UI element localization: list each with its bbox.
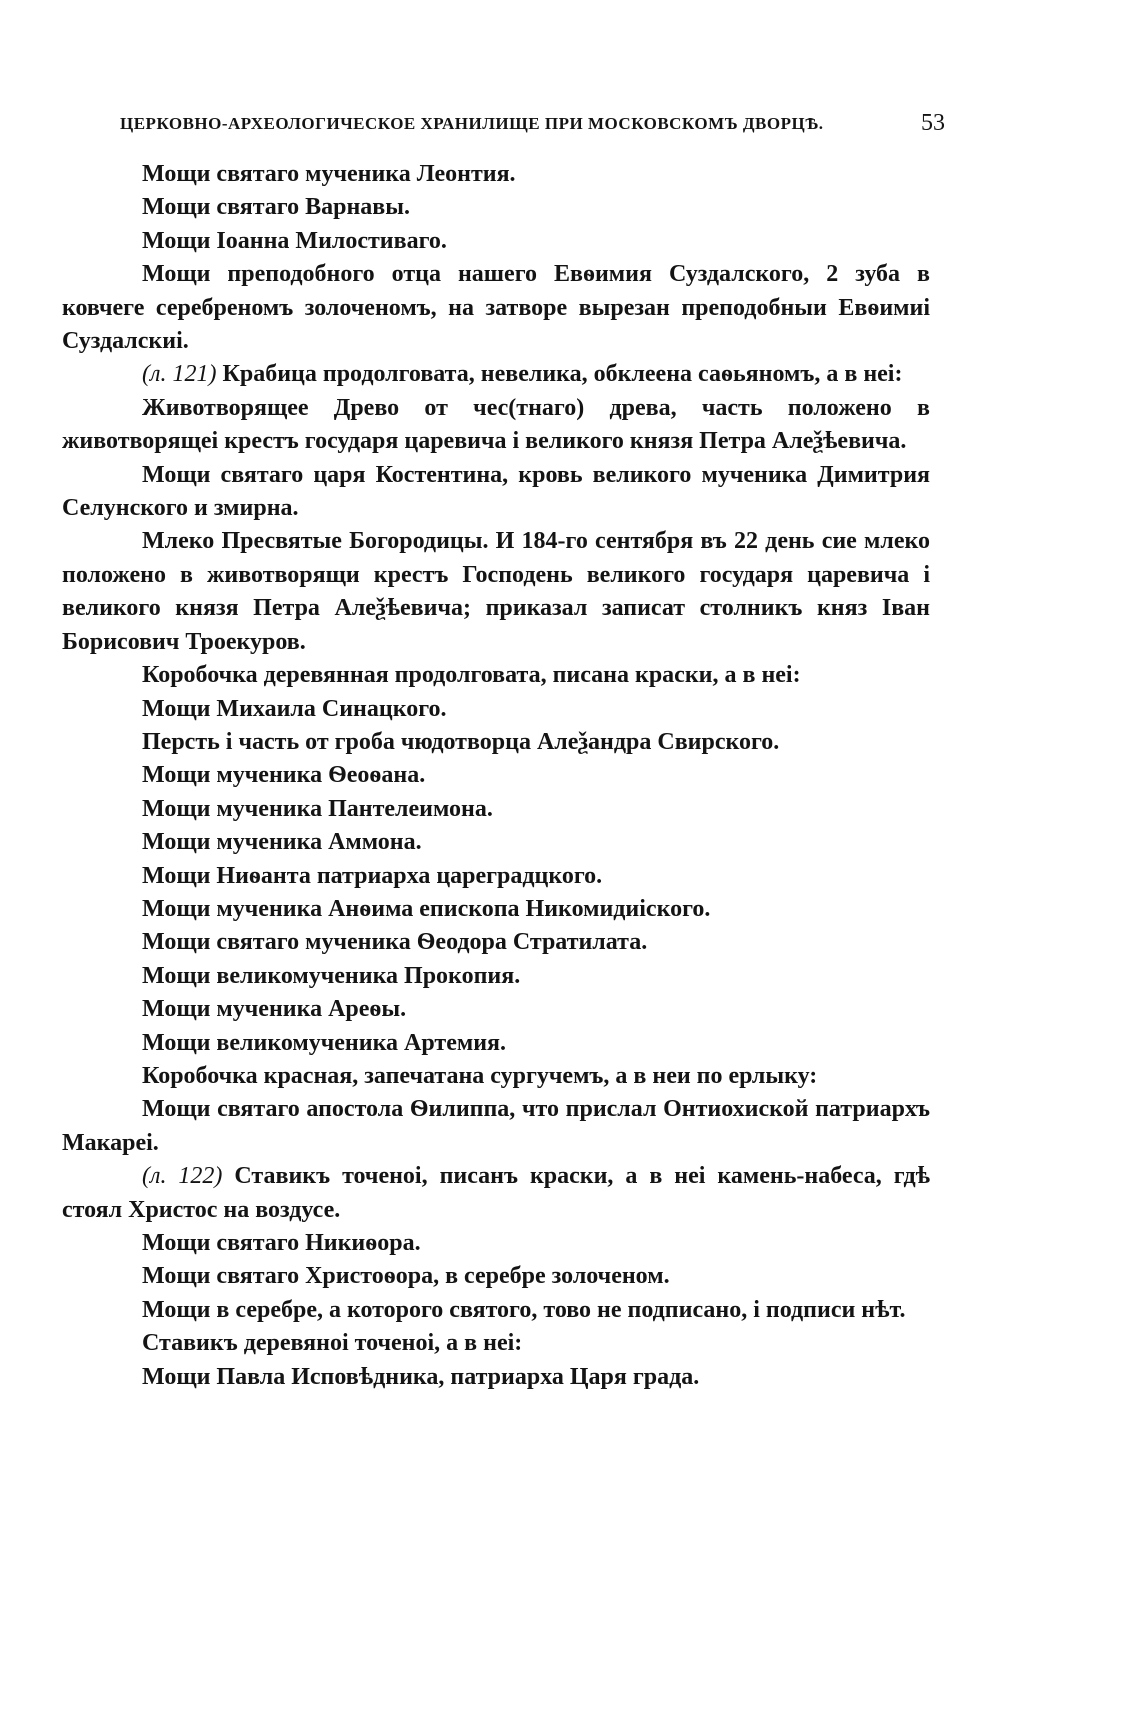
paragraph: Мощи святаго Христоѳора, в серебре золоченом. bbox=[142, 1263, 670, 1290]
paragraph: Мощи мученика Ѳеоѳана. bbox=[142, 762, 426, 789]
paragraph: Мощи святаго царя Костентина, кровь великого мученика Димитрия Селунского и змирна. bbox=[62, 461, 930, 522]
paragraph: Мощи святаго Никиѳора. bbox=[142, 1230, 421, 1256]
paragraph: Мощи великомученика Прокопия. bbox=[142, 962, 521, 989]
paragraph: Коробочка красная, запечатана сургучемъ, а в неи по ерлыку: bbox=[142, 1062, 818, 1089]
paragraph: Мощи святаго мученика Ѳеодора Стратилата. bbox=[142, 929, 648, 956]
paragraph: Мощи в серебре, а которого святого, тово не подписано, і подписи нѣт. bbox=[142, 1296, 906, 1323]
paragraph: Мощи Михаила Синацкого. bbox=[142, 695, 447, 722]
paragraph: Мощи святаго апостола Ѳилиппа, что прислал Онтиохиской патриархъ Макареі. bbox=[62, 1096, 930, 1156]
paragraph: Мощи мученика Ареѳы. bbox=[142, 996, 407, 1023]
running-head: ЦЕРКОВНО-АРХЕОЛОГИЧЕСКОЕ ХРАНИЛИЩЕ ПРИ МОСКОВСКОМЪ ДВОРЦѢ. bbox=[120, 114, 824, 133]
paragraph: Ставикъ деревяноі точеноі, а в неі: bbox=[142, 1330, 523, 1357]
paragraph: Мощи Іоанна Милостиваго. bbox=[142, 227, 447, 254]
page-number: 53 bbox=[921, 110, 945, 136]
paragraph: Мощи Ниѳанта патриарха цареградцкого. bbox=[142, 862, 603, 889]
page-header bbox=[120, 110, 945, 142]
folio-reference: (л. 121) bbox=[142, 361, 217, 388]
paragraph: Коробочка деревянная продолговата, писана краски, а в неі: bbox=[142, 662, 801, 689]
paragraph: (л. 121) Крабица продолговата, невелика, обклеена саѳьяномъ, а в неі: bbox=[142, 361, 903, 388]
paragraph: Мощи святаго мученика Леонтия. bbox=[142, 161, 516, 187]
paragraph: Мощи мученика Анѳима епископа Никомидиіского. bbox=[142, 895, 711, 922]
paragraph: Мощи великомученика Артемия. bbox=[142, 1029, 507, 1056]
paragraph: Мощи преподобного отца нашего Евѳимия Суздалского, 2 зуба в ковчеге серебреномъ золоченомъ, на затворе вырезан преподобныи Евѳимиі Суздалскиі. bbox=[62, 261, 930, 355]
paragraph: Мощи святаго Варнавы. bbox=[142, 194, 410, 221]
folio-reference: (л. 122) bbox=[142, 1163, 223, 1190]
paragraph: (л. 122) Ставикъ точеноі, писанъ краски, а в неі камень-набеса, гдѣ стоял Христос на воздусе. bbox=[62, 1163, 930, 1223]
paragraph: Персть і часть от гроба чюдотворца Алеѯандра Свирского. bbox=[142, 728, 780, 755]
paragraph: Мощи мученика Аммона. bbox=[142, 829, 422, 856]
body-text bbox=[62, 158, 930, 1394]
paragraph: Мощи Павла Исповѣдника, патриарха Царя града. bbox=[142, 1363, 700, 1390]
paragraph: Животворящее Древо от чес(тнаго) древа, часть положено в животворящеі крестъ государя царевича і великого князя Петра Алеѯѣевича. bbox=[62, 394, 930, 455]
paragraph: Млеко Пресвятые Богородицы. И 184-го сентября въ 22 день сие млеко положено в животворящи крестъ Господень великого государя царевича і великого князя Петра Алеѯѣевича; приказал записат столникъ княз Іван Борисович Троекуров. bbox=[62, 528, 930, 655]
paragraph: Мощи мученика Пантелеимона. bbox=[142, 795, 493, 822]
